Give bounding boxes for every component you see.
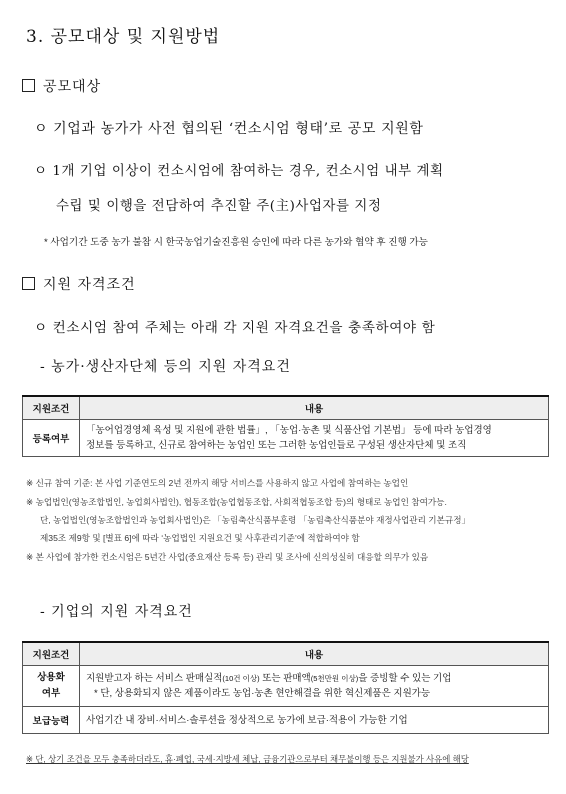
table-row-line: 「농어업경영체 육성 및 지원에 관한 법률」, 「농업·농촌 및 식품산업 기본법」 등에 따라 농업경영 — [86, 425, 492, 436]
eligibility-bullet-1: ㅇ 컨소시엄 참여 주체는 아래 각 지원 자격요건을 충족하여야 함 — [34, 320, 436, 336]
target-bullet-2-line-2: 수립 및 이행을 전담하여 추진할 주(主)사업자를 지정 — [56, 199, 382, 214]
target-note: * 사업기간 도중 농가 불참 시 한국농업기술진흥원 승인에 따라 다른 농가와 협약 후 진행 가능 — [44, 237, 428, 248]
farm-note-2-line-1: ※ 농업법인(영농조합법인, 농업회사법인), 협동조합(농업협동조합, 사회적협동조합 등)의 형태로 농업인 참여가능. — [26, 497, 447, 507]
text-run: 지원받고자 하는 서비스 판매실적 — [86, 673, 223, 684]
table-row-content: 사업기간 내 장비·서비스·솔루션을 정상적으로 농가에 보급·적용이 가능한 기업 — [80, 707, 549, 734]
text-run: 을 증빙할 수 있는 기업 — [358, 673, 452, 684]
table-row — [23, 420, 549, 457]
table-row-line: * 단, 상용화되지 않은 제품이라도 농업·농촌 현안해결을 위한 혁신제품은 지원가능 — [94, 688, 431, 699]
farm-note-1: ※ 신규 참여 기준: 본 사업 기준연도의 2년 전까지 해당 서비스를 사용하지 않고 사업에 참여하는 농업인 — [26, 478, 409, 488]
table-row-content — [80, 420, 549, 457]
farm-note-2-line-3: 제35조 제9항 및 [별표 6]에 따라 ‘농업법인 지원요건 및 사후관리기준’에 적합하여야 함 — [40, 533, 360, 543]
section-title: 3. 공모대상 및 지원방법 — [26, 27, 221, 47]
table-row-label: 등록여부 — [23, 420, 80, 457]
target-bullet-1: ㅇ 기업과 농가가 사전 협의된 ‘컨소시엄 형태’로 공모 지원함 — [34, 121, 424, 137]
table-row — [23, 707, 549, 734]
text-run: (10건 이상) — [222, 674, 260, 683]
text-run: 또는 판매액 — [259, 673, 311, 684]
table-row-label — [23, 666, 80, 707]
subsection-eligibility — [22, 274, 136, 294]
table-header-condition: 지원조건 — [23, 396, 80, 420]
farm-requirements-heading: - 농가·생산자단체 등의 지원 자격요건 — [40, 359, 291, 375]
table-row-line: 정보를 등록하고, 신규로 참여하는 농업인 또는 그러한 농업인들로 구성된 생산자단체 및 조직 — [86, 440, 467, 451]
company-requirements-table — [22, 641, 549, 734]
table-header-condition: 지원조건 — [23, 642, 80, 666]
subsection-target — [22, 76, 101, 96]
checkbox-square-icon — [22, 79, 35, 92]
label-line: 여부 — [41, 688, 61, 699]
checkbox-square-icon — [22, 277, 35, 290]
table-row-content — [80, 666, 549, 707]
subsection-eligibility-title: 지원 자격조건 — [43, 277, 136, 293]
table-row — [23, 666, 549, 707]
farm-requirements-table — [22, 395, 549, 457]
table-header-content: 내용 — [80, 642, 549, 666]
table-row-line — [86, 671, 542, 686]
farm-note-3: ※ 본 사업에 참가한 컨소시엄은 5년간 사업(중요재산 등록 등) 관리 및 조사에 신의성실히 대응할 의무가 있음 — [26, 552, 429, 562]
company-requirements-heading: - 기업의 지원 자격요건 — [40, 604, 193, 620]
table-row-label: 보급능력 — [23, 707, 80, 734]
target-bullet-2-line-1: ㅇ 1개 기업 이상이 컨소시엄에 참여하는 경우, 컨소시엄 내부 계획 — [34, 164, 444, 179]
farm-note-2-line-2: 단, 농업법인(영농조합법인과 농업회사법인)은 「농림축산식품부훈령 「농림축산식품분야 재정사업관리 기본규정」 — [40, 515, 471, 525]
company-footnote — [26, 751, 469, 767]
text-run: (5천만원 이상) — [310, 674, 359, 683]
label-line: 상용화 — [37, 672, 65, 683]
company-footnote-text: ※ 단, 상기 조건을 모두 충족하더라도, 휴·폐업, 국세·지방세 체납, 금융기관으로부터 채무불이행 등은 지원불가 사유에 해당 — [26, 754, 469, 764]
table-header-content: 내용 — [80, 396, 549, 420]
subsection-target-title: 공모대상 — [43, 79, 102, 95]
